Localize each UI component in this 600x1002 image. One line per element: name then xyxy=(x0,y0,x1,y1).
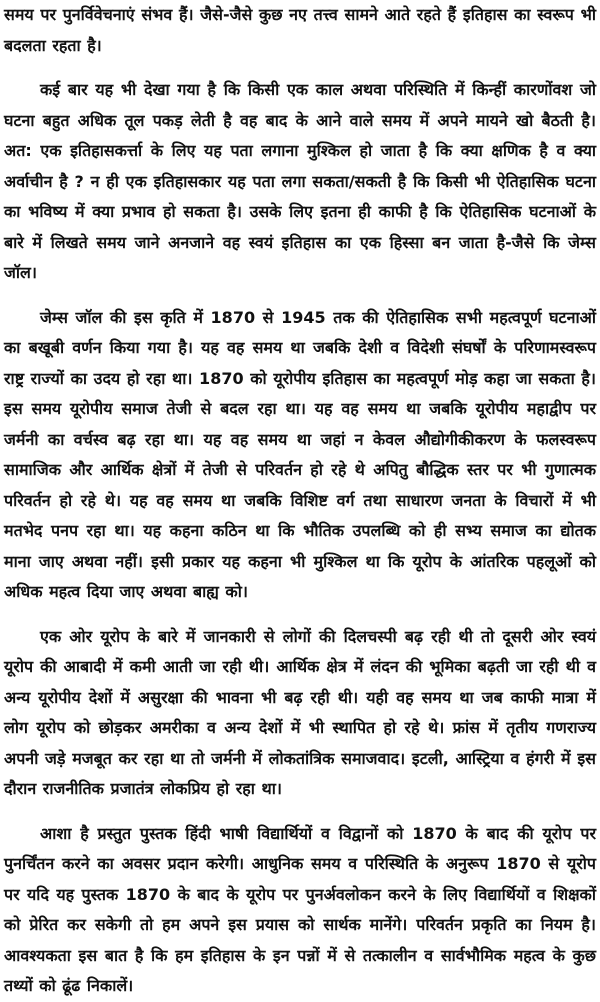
paragraph-book-hope: आशा है प्रस्तुत पुस्तक हिंदी भाषी विद्यार्थियों व विद्वानों को 1870 के बाद की यूरोप पर पुनर्चिंतन करने का अवसर प्रदान करेगी। आधुनिक समय व परिस्थिति के अनुरूप 1870 से यूरोप पर यदि यह पुस्तक 1870 के बाद के यूरोप पर पुनर्अवलोकन करने के लिए विद्यार्थियों व शिक्षकों को प्रेरित कर सकेगी तो हम अपने इस प्रयास को सार्थक मानेंगे। परिवर्तन प्रकृति का नियम है। आवश्यकता इस बात है कि हम इतिहास के इन पन्नों में से तत्कालीन व सार्वभौमिक महत्व के कुछ तथ्यों को ढूंढ निकालें। xyxy=(4,823,596,995)
paragraph-historian-perspective: कई बार यह भी देखा गया है कि किसी एक काल अथवा परिस्थिति में किन्हीं कारणोंवश जो घटना बहुत अधिक तूल पकड़ लेती है वह बाद के आने वाले समय में अपने मायने खो बैठती है। अत: एक इतिहासकर्त्ता के लिए यह पता लगाना मुश्किल हो जाता है कि क्या क्षणिक है व क्या अर्वाचीन है ? न ही एक इतिहासकार यह पता लगा सकता/सकती है कि किसी भी ऐतिहासिक घटना का भविष्य में क्या प्रभाव हो सकता है। उसके लिए इतना ही काफी है कि ऐतिहासिक घटनाओं के बारे में लिखते समय जाने अनजाने वह स्वयं इतिहास का एक हिस्सा बन जाता है-जैसे कि जेम्स जॉल। xyxy=(4,80,596,282)
paragraph-james-joll-work: जेम्स जॉल की इस कृति में 1870 से 1945 तक की ऐतिहासिक सभी महत्वपूर्ण घटनाओं का बखूबी वर्णन किया गया है। यह वह समय था जबकि देशी व विदेशी संघर्षों के परिणामस्वरूप राष्ट्र राज्यों का उदय हो रहा था। 1870 को यूरोपीय इतिहास का महत्वपूर्ण मोड़ कहा जा सकता है। इस समय यूरोपीय समाज तेजी से बदल रहा था। यह वह समय था जबकि यूरोपीय महाद्वीप पर जर्मनी का वर्चस्व बढ़ रहा था। यह वह समय था जहां न केवल औद्योगीकीकरण के फलस्वरूप सामाजिक और आर्थिक क्षेत्रों में तेजी से परिवर्तन हो रहे थे अपितु बौद्धिक स्तर पर भी गुणात्मक परिवर्तन हो रहे थे। यह वह समय था जबकि विशिष्ट वर्ग तथा साधारण जनता के विचारों में भी मतभेद पनप रहा था। यह कहना कठिन था कि भौतिक उपलब्धि को ही सभ्य समाज का द्योतक माना जाए अथवा नहीं। इसी प्रकार यह कहना भी मुश्किल था कि यूरोप के आंतरिक पहलूओं को अधिक महत्व दिया जाए अथवा बाह्य को। xyxy=(4,307,596,601)
paragraph-continuation: समय पर पुनर्विवेचनाएं संभव हैं। जैसे-जैसे कुछ नए तत्त्व सामने आते रहते हैं इतिहास का स्वरूप भी बदलता रहता है। xyxy=(4,5,596,55)
paragraph-europe-changes: एक ओर यूरोप के बारे में जानकारी से लोगों की दिलचस्पी बढ़ रही थी तो दूसरी ओर स्वयं यूरोप की आबादी में कमी आती जा रही थी। आर्थिक क्षेत्र में लंदन की भूमिका बढ़ती जा रही थी व अन्य यूरोपीय देशों में असुरक्षा की भावना भी बढ़ रही थी। यही वह समय था जब काफी मात्रा में लोग यूरोप को छोड़कर अमरीका व अन्य देशों में भी स्थापित हो रहे थे। फ्रांस में तृतीय गणराज्य अपनी जड़े मजबूत कर रहा था तो जर्मनी में लोकतांत्रिक समाजवाद। इटली, आस्ट्रिया व हंगरी में इस दौरान राजनीतिक प्रजातंत्र लोकप्रिय हो रहा था। xyxy=(4,626,596,798)
